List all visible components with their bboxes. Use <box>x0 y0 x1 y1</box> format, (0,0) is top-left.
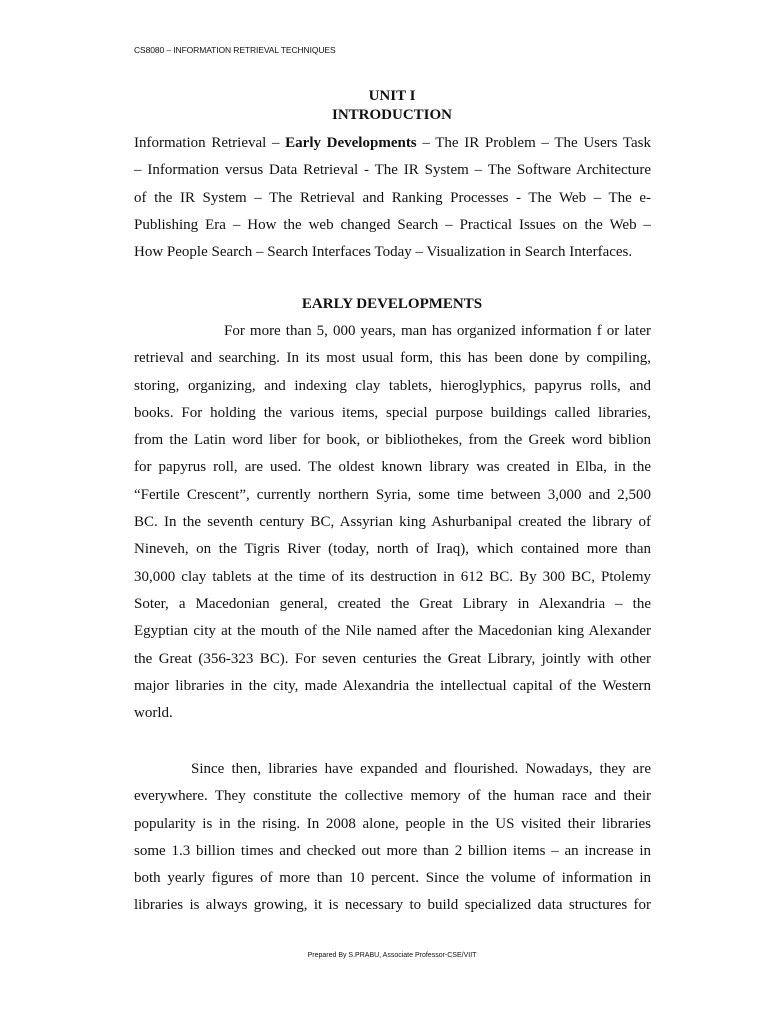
syllabus-text: Information Retrieval – <box>134 135 286 151</box>
syllabus-topics <box>134 130 651 266</box>
paragraph-line: retrieval and searching. In its most usual form, this has been done by compiling, <box>134 350 651 367</box>
paragraph-line: BC. In the seventh century BC, Assyrian king Ashurbanipal created the library of <box>134 514 651 531</box>
paragraph-line: For more than 5, 000 years, man has organized information f or later <box>224 323 651 339</box>
paragraph-line: everywhere. They constitute the collective memory of the human race and their <box>134 788 651 805</box>
unit-subtitle: INTRODUCTION <box>331 107 452 123</box>
syllabus-line: How People Search – Search Interfaces Today – Visualization in Search Interfaces. <box>134 244 633 261</box>
syllabus-line: of the IR System – The Retrieval and Ranking Processes - The Web – The e- <box>134 189 651 206</box>
paragraph-line: Soter, a Macedonian general, created the Great Library in Alexandria – the <box>134 595 651 612</box>
syllabus-line: Publishing Era – How the web changed Search – Practical Issues on the Web – <box>134 216 651 233</box>
paragraph-line: both yearly figures of more than 10 percent. Since the volume of information in <box>134 870 651 887</box>
paragraph-line: from the Latin word liber for book, or bibliothekes, from the Greek word biblion <box>134 432 651 449</box>
paragraph-line: books. For holding the various items, special purpose buildings called libraries, <box>134 404 651 421</box>
paragraph-line: 30,000 clay tablets at the time of its destruction in 612 BC. By 300 BC, Ptolemy <box>134 568 651 585</box>
paragraph-line: popularity is in the rising. In 2008 alone, people in the US visited their libraries <box>134 815 651 832</box>
syllabus-line: – Information versus Data Retrieval - The IR System – The Software Architecture <box>134 162 651 179</box>
page-footer: Prepared By S.PRABU, Associate Professor-CSE/VIIT <box>307 952 477 959</box>
section-heading: EARLY DEVELOPMENTS <box>301 296 483 312</box>
syllabus-highlight: Early Developments <box>285 135 417 151</box>
paragraph-line: “Fertile Crescent”, currently northern Syria, some time between 3,000 and 2,500 <box>134 486 651 503</box>
paragraph-line: libraries is always growing, it is necessary to build specialized data structures for <box>134 897 651 914</box>
running-header: CS8080 – INFORMATION RETRIEVAL TECHNIQUES <box>134 45 336 55</box>
paragraph-line: world. <box>134 705 173 722</box>
paragraph-line: for papyrus roll, are used. The oldest known library was created in Elba, in the <box>134 459 651 476</box>
paragraph-line: Egyptian city at the mouth of the Nile named after the Macedonian king Alexander <box>134 623 651 640</box>
syllabus-line <box>134 130 651 157</box>
body-paragraph <box>134 318 651 727</box>
paragraph-line: the Great (356-323 BC). For seven centuries the Great Library, jointly with other <box>134 650 651 667</box>
paragraph-line: storing, organizing, and indexing clay tablets, hieroglyphics, papyrus rolls, and <box>134 377 651 394</box>
paragraph-line: Nineveh, on the Tigris River (today, north of Iraq), which contained more than <box>134 541 651 558</box>
body-paragraph <box>134 756 651 920</box>
syllabus-text: – The IR Problem – The Users Task <box>416 135 651 151</box>
paragraph-line: major libraries in the city, made Alexandria the intellectual capital of the Western <box>134 677 651 694</box>
paragraph-line: some 1.3 billion times and checked out more than 2 billion items – an increase in <box>134 842 651 859</box>
paragraph-line: Since then, libraries have expanded and flourished. Nowadays, they are <box>191 761 651 777</box>
unit-title: UNIT I <box>368 88 416 104</box>
